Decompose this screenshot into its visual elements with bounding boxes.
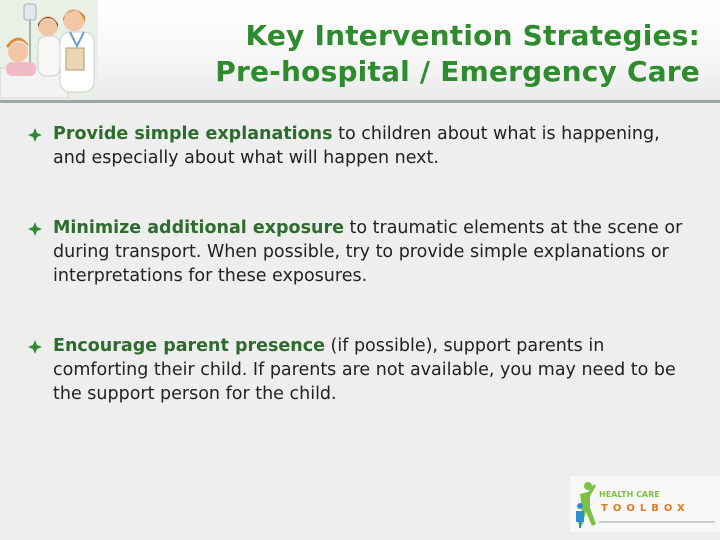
diamond-bullet-icon (28, 128, 42, 142)
bullet-emphasis: Encourage parent presence (53, 336, 325, 356)
health-care-toolbox-logo (570, 476, 720, 532)
slide-header (0, 0, 720, 100)
caregivers-illustration-image (0, 0, 98, 98)
title-line-2: Pre-hospital / Emergency Care (215, 55, 700, 88)
slide-title (140, 18, 700, 90)
logo-line-1: HEALTH CARE (599, 490, 660, 499)
bullet-item (28, 334, 698, 406)
diamond-bullet-icon (28, 340, 42, 354)
figure-logo-icon (574, 480, 598, 528)
bullet-text: (if possible), support parents in comforting their child. If parents are not available, you may need to be the support person for the child. (53, 336, 676, 404)
bullet-list (28, 122, 698, 406)
bullet-item (28, 216, 698, 288)
title-line-1: Key Intervention Strategies: (245, 19, 700, 52)
header-divider (0, 100, 720, 103)
bullet-emphasis: Provide simple explanations (53, 124, 333, 144)
logo-line-2: TOOLBOX (601, 503, 690, 514)
bullet-text: to traumatic elements at the scene or during transport. When possible, try to provide simple explanations or interpretations for these exposures. (53, 218, 683, 286)
logo-tagline-rule (599, 521, 715, 523)
diamond-bullet-icon (28, 222, 42, 236)
bullet-item (28, 122, 698, 170)
bullet-text: to children about what is happening, and especially about what will happen next. (53, 124, 660, 168)
bullet-emphasis: Minimize additional exposure (53, 218, 344, 238)
